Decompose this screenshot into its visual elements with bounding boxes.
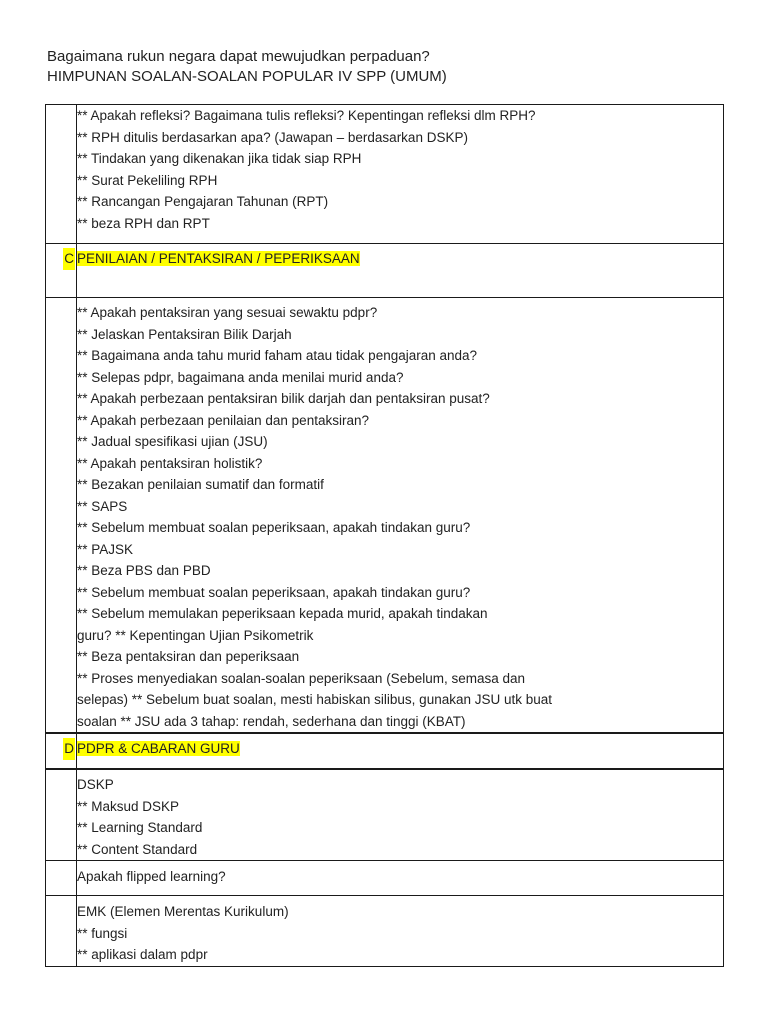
section-letter-cell xyxy=(46,733,77,769)
question-list-dskp xyxy=(77,769,724,861)
question-item: Apakah flipped learning? xyxy=(77,869,226,884)
section-letter-d: D xyxy=(63,738,75,760)
section-title-pdpr: PDPR & CABARAN GURU xyxy=(77,741,240,756)
row-marker-cell xyxy=(46,769,77,861)
row-marker-cell xyxy=(46,105,77,244)
question-item: ** Proses menyediakan soalan-soalan peperiksaan (Sebelum, semasa dan xyxy=(77,670,526,686)
table-row xyxy=(46,105,724,244)
question-item: ** Sebelum membuat soalan peperiksaan, apakah tindakan guru? xyxy=(77,584,471,600)
question-item: ** PAJSK xyxy=(77,541,134,557)
question-item: DSKP xyxy=(77,777,114,792)
table-row xyxy=(46,769,724,861)
question-item: ** RPH ditulis berdasarkan apa? (Jawapan – berdasarkan DSKP) xyxy=(77,129,468,145)
question-item: ** aplikasi dalam pdpr xyxy=(77,947,208,962)
question-item: ** Apakah refleksi? Bagaimana tulis refleksi? Kepentingan refleksi dlm RPH? xyxy=(77,108,536,123)
question-list-penilaian xyxy=(77,298,724,734)
header-question: Bagaimana rukun negara dapat mewujudkan perpaduan? xyxy=(47,48,430,65)
section-letter-c: C xyxy=(63,248,75,270)
question-item: ** Apakah pentaksiran holistik? xyxy=(77,455,263,471)
question-item: ** Beza pentaksiran dan peperiksaan xyxy=(77,649,300,664)
question-item: EMK (Elemen Merentas Kurikulum) xyxy=(77,904,289,919)
table-row xyxy=(46,896,724,967)
page-header xyxy=(47,47,447,87)
question-item: ** SAPS xyxy=(77,498,128,514)
question-item: ** Bagaimana anda tahu murid faham atau tidak pengajaran anda? xyxy=(77,348,478,363)
question-item: ** Maksud DSKP xyxy=(77,798,180,814)
section-header-row xyxy=(46,733,724,769)
question-list-emk xyxy=(77,896,724,967)
question-list-rph xyxy=(77,105,724,244)
question-item: ** fungsi xyxy=(77,925,128,941)
table-row xyxy=(46,298,724,734)
questions-table xyxy=(45,104,724,967)
question-item: ** Tindakan yang dikenakan jika tidak siap RPH xyxy=(77,151,362,166)
section-title-penilaian: PENILAIAN / PENTAKSIRAN / PEPERIKSAAN xyxy=(77,251,360,266)
question-item: ** Jadual spesifikasi ujian (JSU) xyxy=(77,434,268,449)
section-header-row xyxy=(46,244,724,298)
question-item: ** Jelaskan Pentaksiran Bilik Darjah xyxy=(77,326,292,342)
question-item: ** Sebelum memulakan peperiksaan kepada murid, apakah tindakan xyxy=(77,606,488,621)
row-marker-cell xyxy=(46,298,77,734)
question-item: ** Selepas pdpr, bagaimana anda menilai murid anda? xyxy=(77,369,404,385)
question-item: soalan ** JSU ada 3 tahap: rendah, sederhana dan tinggi (KBAT) xyxy=(77,713,466,729)
question-item: ** Content Standard xyxy=(77,841,198,857)
section-title-cell xyxy=(77,733,724,769)
question-item: ** Beza PBS dan PBD xyxy=(77,563,211,578)
question-item: ** Surat Pekeliling RPH xyxy=(77,172,218,188)
question-item: ** Sebelum membuat soalan peperiksaan, apakah tindakan guru? xyxy=(77,520,471,535)
question-item: ** beza RPH dan RPT xyxy=(77,215,210,231)
question-item: ** Bezakan penilaian sumatif dan formatif xyxy=(77,477,324,492)
question-item: ** Apakah perbezaan penilaian dan pentaksiran? xyxy=(77,412,369,428)
question-item: ** Rancangan Pengajaran Tahunan (RPT) xyxy=(77,194,329,209)
question-list-flipped xyxy=(77,861,724,896)
question-item: ** Apakah pentaksiran yang sesuai sewaktu pdpr? xyxy=(77,305,378,320)
header-title: HIMPUNAN SOALAN-SOALAN POPULAR IV SPP (UMUM) xyxy=(47,68,447,85)
table-row xyxy=(46,861,724,896)
question-item: selepas) ** Sebelum buat soalan, mesti habiskan silibus, gunakan JSU utk buat xyxy=(77,692,553,707)
question-item: guru? ** Kepentingan Ujian Psikometrik xyxy=(77,627,314,643)
question-item: ** Apakah perbezaan pentaksiran bilik darjah dan pentaksiran pusat? xyxy=(77,391,490,406)
question-item: ** Learning Standard xyxy=(77,820,203,835)
section-letter-cell xyxy=(46,244,77,298)
row-marker-cell xyxy=(46,896,77,967)
row-marker-cell xyxy=(46,861,77,896)
section-title-cell xyxy=(77,244,724,298)
